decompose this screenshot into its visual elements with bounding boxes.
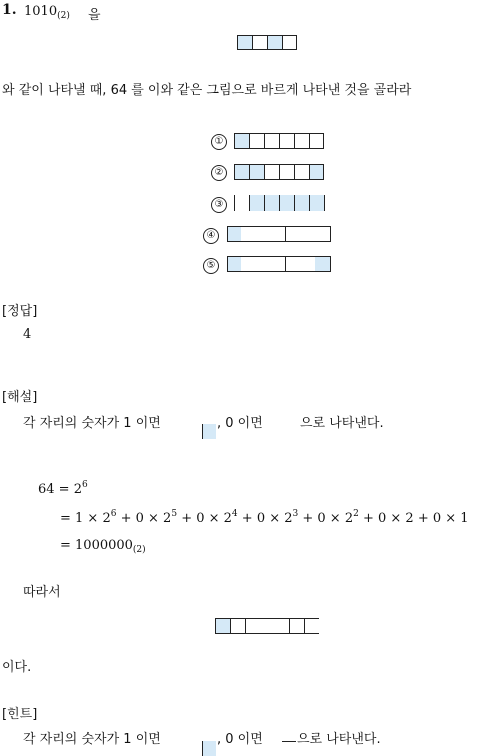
question-value: $1010_{(2)}$	[24, 4, 70, 21]
explanation-line1-mid: , 0 이면	[217, 416, 263, 431]
conclusion-strip	[215, 618, 319, 634]
hint-header: [힌트]	[2, 707, 38, 722]
equation-2: = $1 \times 2^6 + 0 \times 2^5 + 0 \times 2^4 + 0 \times 2^3 + 0 \times 2^2 + 0 \times 2 + 0 \times 1$	[60, 509, 469, 526]
therefore-text: 따라서	[23, 585, 61, 600]
example-strip	[237, 35, 297, 50]
option-label-5: ⑤	[203, 258, 219, 274]
option-label-3: ③	[211, 197, 227, 213]
hint-line-mid: , 0 이면	[217, 732, 263, 747]
hint-filled-box-symbol	[202, 741, 216, 756]
option-label-4: ④	[203, 228, 219, 244]
explanation-line1-end: 으로 나타낸다.	[300, 416, 384, 431]
option-strip-3[interactable]	[234, 195, 326, 211]
option-strip-5[interactable]	[227, 256, 331, 272]
option-strip-2[interactable]	[234, 164, 324, 180]
hint-filled-box-edge	[202, 741, 203, 756]
equation-1: $64 = 2^6$	[38, 480, 88, 497]
filled-box-symbol	[202, 424, 216, 439]
hint-line-start: 각 자리의 숫자가 1 이면	[23, 732, 161, 747]
explanation-header: [해설]	[2, 390, 38, 405]
option-label-1: ①	[211, 134, 227, 150]
question-particle: 을	[88, 8, 101, 23]
equation-3: = $1000000_{(2)}$	[60, 538, 146, 555]
option-strip-4[interactable]	[227, 226, 331, 242]
hint-line-end: 으로 나타낸다.	[297, 732, 381, 747]
option-label-2: ②	[211, 165, 227, 181]
question-number: 1.	[2, 2, 17, 18]
question-instruction: 와 같이 나타낼 때, 64 를 이와 같은 그림으로 바르게 나타낸 것을 골라라	[2, 83, 412, 98]
filled-box-symbol-edge	[202, 424, 203, 439]
answer-value: 4	[23, 327, 32, 342]
answer-header: [정답]	[2, 304, 38, 319]
conclusion-text: 이다.	[2, 660, 32, 675]
explanation-line1: 각 자리의 숫자가 1 이면	[23, 416, 161, 431]
option-strip-1[interactable]	[234, 133, 324, 149]
hint-empty-box-symbol	[282, 741, 296, 742]
